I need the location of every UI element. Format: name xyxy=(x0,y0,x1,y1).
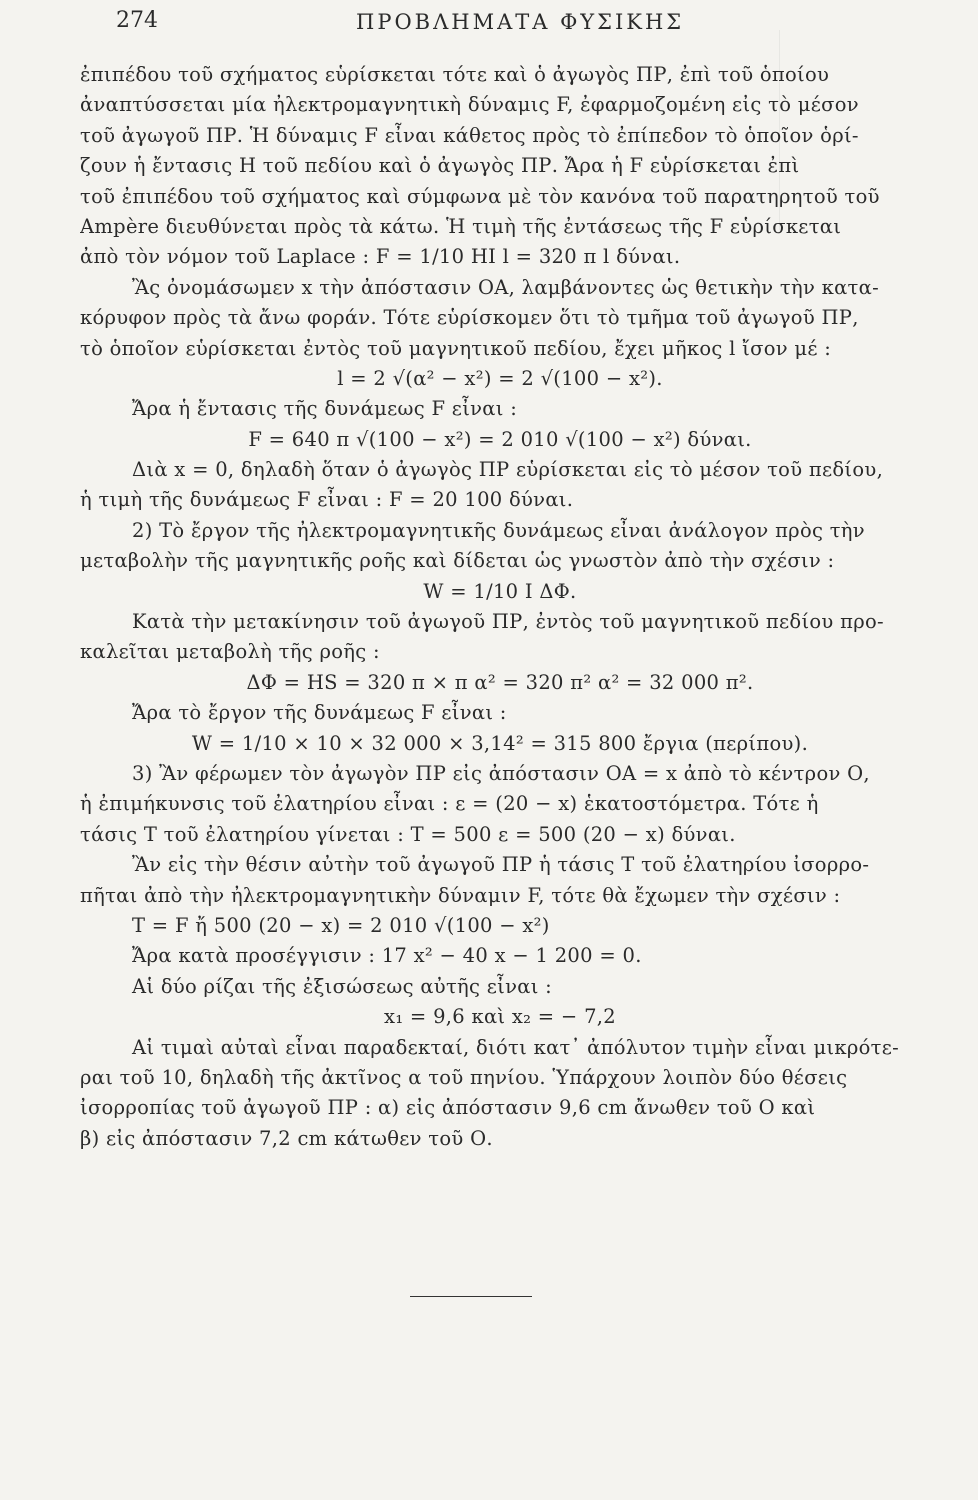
quadratic-formula: Ἄρα κατὰ προσέγγισιν : 17 x² − 40 x − 1 200 = 0. xyxy=(132,944,642,968)
length-formula: l = 2 √(α² − x²) = 2 √(100 − x²). xyxy=(337,366,663,390)
text-line: ραι τοῦ 10, δηλαδὴ τῆς ἀκτῖνος α τοῦ πηνίου. Ὑπάρχουν λοιπὸν δύο θέσεις xyxy=(80,1065,848,1089)
roots-formula: x₁ = 9,6 καὶ x₂ = − 7,2 xyxy=(384,1005,616,1029)
text-line: Κατὰ τὴν μετακίνησιν τοῦ ἀγωγοῦ ΠΡ, ἐντὸς τοῦ μαγνητικοῦ πεδίου προ- xyxy=(132,610,884,634)
running-title: ΠΡΟΒΛΗΜΑΤΑ ΦΥΣΙΚΗΣ xyxy=(356,10,685,34)
text-line: Διὰ x = 0, δηλαδὴ ὅταν ὁ ἀγωγὸς ΠΡ εὑρίσκεται εἰς τὸ μέσον τοῦ πεδίου, xyxy=(132,458,884,482)
text-line: τοῦ ἐπιπέδου τοῦ σχήματος καὶ σύμφωνα μὲ τὸν κανόνα τοῦ παρατηρητοῦ τοῦ xyxy=(80,184,880,208)
text-body xyxy=(80,60,920,1154)
text-line: ἡ τιμὴ τῆς δυνάμεως F εἶναι : F = 20 100 δύναι. xyxy=(80,488,574,512)
text-line: ἡ ἐπιμήκυνσις τοῦ ἐλατηρίου εἶναι : ε = (20 − x) ἑκατοστόμετρα. Τότε ἡ xyxy=(80,792,819,816)
text-line: ζουν ἡ ἔντασις Η τοῦ πεδίου καὶ ὁ ἀγωγὸς ΠΡ. Ἄρα ἡ F εὑρίσκεται ἐπὶ xyxy=(80,154,800,178)
text-line: τοῦ ἀγωγοῦ ΠΡ. Ἡ δύναμις F εἶναι κάθετος πρὸς τὸ ἐπίπεδον τὸ ὁποῖον ὁρί- xyxy=(80,123,859,147)
text-line: Ἄρα ἡ ἔντασις τῆς δυνάμεως F εἶναι : xyxy=(132,397,518,421)
text-line: β) εἰς ἀπόστασιν 7,2 cm κάτωθεν τοῦ Ο. xyxy=(80,1126,493,1150)
work-value-formula: W = 1/10 × 10 × 32 000 × 3,14² = 315 800 ἔργια (περίπου). xyxy=(191,731,809,755)
text-line: Αἱ τιμαὶ αὐταὶ εἶναι παραδεκταί, διότι κατ᾽ ἀπόλυτον τιμὴν εἶναι μικρότε- xyxy=(132,1035,900,1059)
text-line: τάσις Τ τοῦ ἐλατηρίου γίνεται : Τ = 500 ε = 500 (20 − x) δύναι. xyxy=(80,822,736,846)
text-line: πῆται ἀπὸ τὴν ἠλεκτρομαγνητικὴν δύναμιν F, τότε θὰ ἔχωμεν τὴν σχέσιν : xyxy=(80,883,841,907)
text-line: ἰσορροπίας τοῦ ἀγωγοῦ ΠΡ : α) εἰς ἀπόστασιν 9,6 cm ἄνωθεν τοῦ Ο καὶ xyxy=(80,1096,816,1120)
text-line: Ἂν εἰς τὴν θέσιν αὐτὴν τοῦ ἀγωγοῦ ΠΡ ἡ τάσις Τ τοῦ ἐλατηρίου ἰσορρο- xyxy=(132,853,870,877)
text-line: ἀναπτύσσεται μία ἠλεκτρομαγνητικὴ δύναμις F, ἐφαρμοζομένη εἰς τὸ μέσον xyxy=(80,93,859,117)
section-divider xyxy=(410,1296,532,1297)
text-line: Ἂς ὀνομάσωμεν x τὴν ἀπόστασιν ΟΑ, λαμβάνοντες ὡς θετικὴν τὴν κατα- xyxy=(132,275,880,299)
page-number: 274 xyxy=(116,8,158,33)
force-formula: F = 640 π √(100 − x²) = 2 010 √(100 − x²) δύναι. xyxy=(248,427,752,451)
text-line: 2) Τὸ ἔργον τῆς ἠλεκτρομαγνητικῆς δυνάμεως εἶναι ἀνάλογον πρὸς τὴν xyxy=(132,518,865,542)
work-formula: W = 1/10 I ΔΦ. xyxy=(423,579,577,603)
text-line: Ampère διευθύνεται πρὸς τὰ κάτω. Ἡ τιμὴ τῆς ἐντάσεως τῆς F εὑρίσκεται xyxy=(80,214,842,238)
text-line: Αἱ δύο ρίζαι τῆς ἐξισώσεως αὐτῆς εἶναι : xyxy=(132,974,553,998)
text-line: τὸ ὁποῖον εὑρίσκεται ἐντὸς τοῦ μαγνητικοῦ πεδίου, ἔχει μῆκος l ἴσον μέ : xyxy=(80,336,832,360)
flux-formula: ΔΦ = HS = 320 π × π α² = 320 π² α² = 32 000 π². xyxy=(246,670,754,694)
text-line: ἐπιπέδου τοῦ σχήματος εὑρίσκεται τότε καὶ ὁ ἀγωγὸς ΠΡ, ἐπὶ τοῦ ὁποίου xyxy=(80,63,830,86)
text-line: καλεῖται μεταβολὴ τῆς ροῆς : xyxy=(80,640,380,664)
text-line: μεταβολὴν τῆς μαγνητικῆς ροῆς καὶ δίδεται ὡς γνωστὸν ἀπὸ τὴν σχέσιν : xyxy=(80,549,835,573)
laplace-formula-line: ἀπὸ τὸν νόμον τοῦ Laplace : F = 1/10 HI l = 320 π l δύναι. xyxy=(80,245,681,269)
text-line: κόρυφον πρὸς τὰ ἄνω φοράν. Τότε εὑρίσκομεν ὅτι τὸ τμῆμα τοῦ ἀγωγοῦ ΠΡ, xyxy=(80,306,859,330)
page-header xyxy=(116,8,916,44)
text-line: Ἄρα τὸ ἔργον τῆς δυνάμεως F εἶναι : xyxy=(132,701,507,725)
text-line: 3) Ἂν φέρωμεν τὸν ἀγωγὸν ΠΡ εἰς ἀπόστασιν ΟΑ = x ἀπὸ τὸ κέντρον Ο, xyxy=(132,761,870,785)
equilibrium-formula: Τ = F ἤ 500 (20 − x) = 2 010 √(100 − x²) xyxy=(132,913,550,937)
